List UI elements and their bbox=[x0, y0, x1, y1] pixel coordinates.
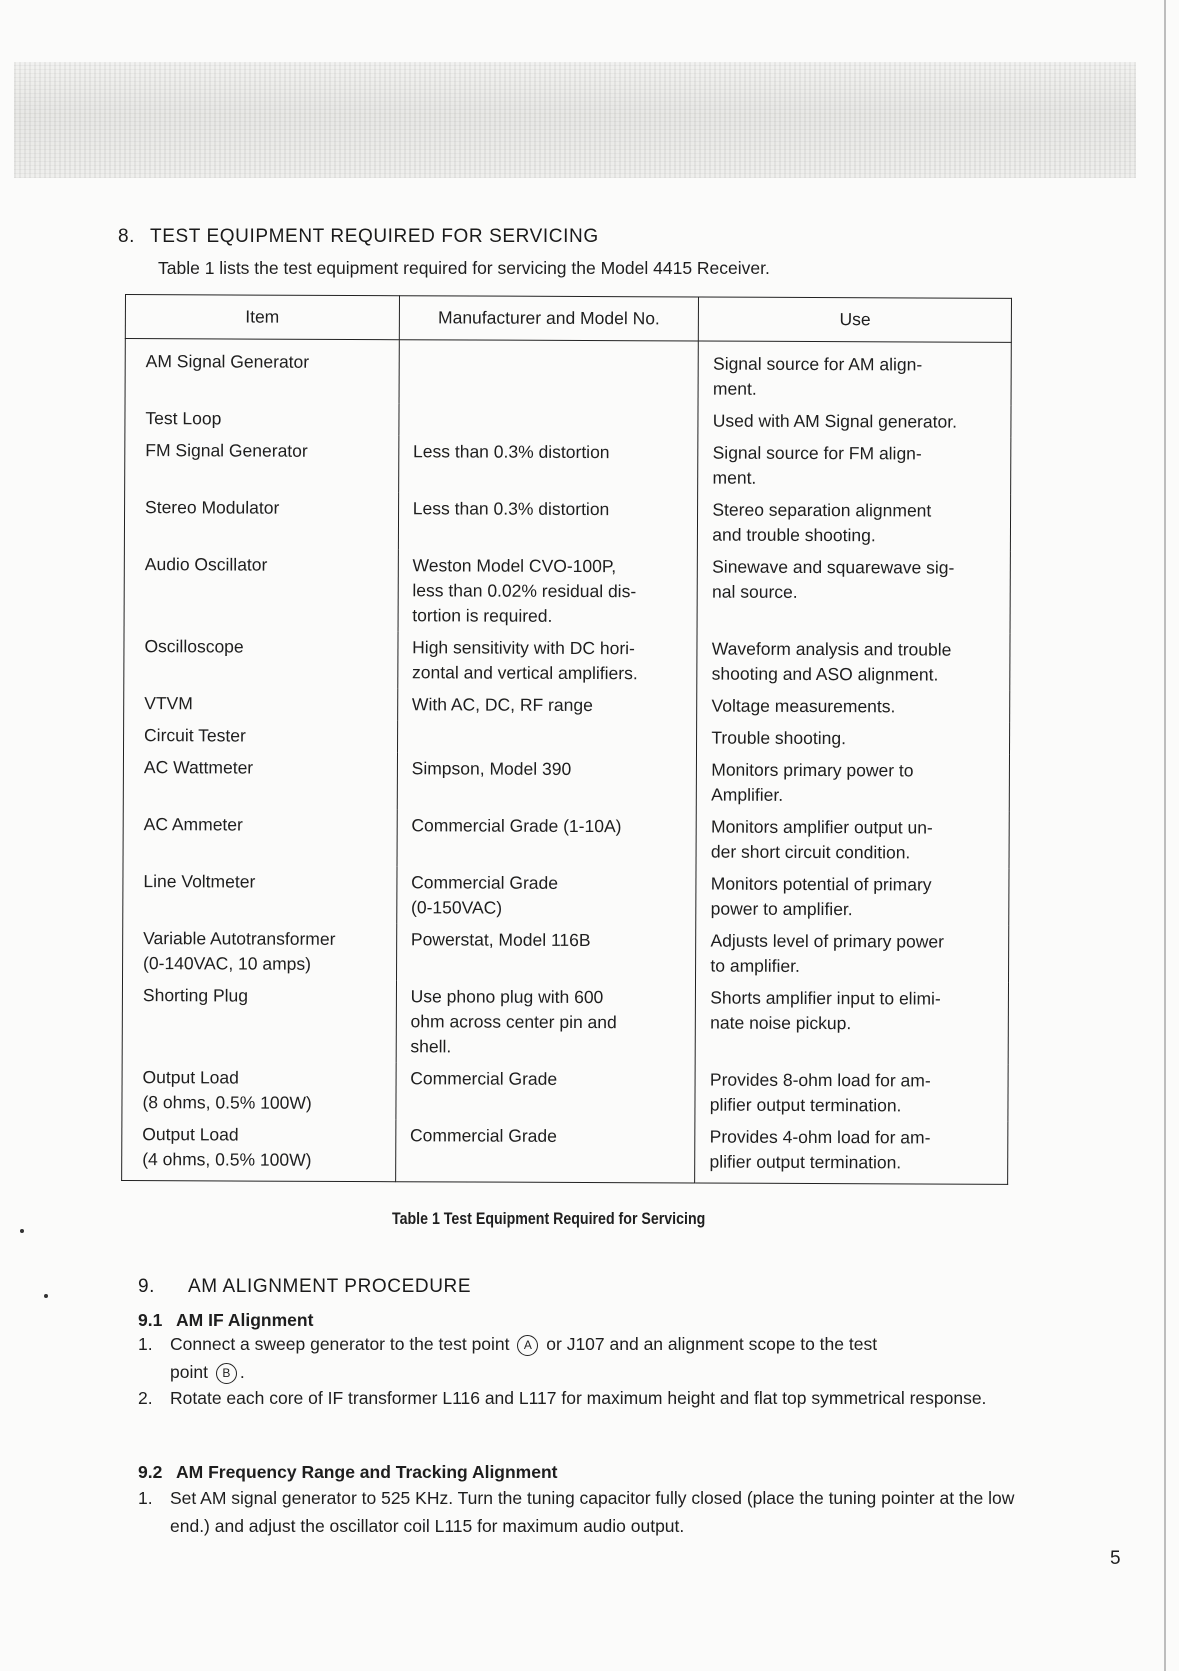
item-cell: Output Load (4 ohms, 0.5% 100W) bbox=[122, 1118, 396, 1182]
table-body bbox=[122, 339, 1012, 1185]
manufacturer-cell: Powerstat, Model 116B bbox=[396, 923, 696, 981]
subsection-title: AM IF Alignment bbox=[176, 1310, 314, 1330]
if-step-2 bbox=[138, 1384, 1018, 1412]
manufacturer-cell bbox=[399, 403, 699, 436]
step-number: 1. bbox=[138, 1334, 153, 1354]
item-cell: AM Signal Generator bbox=[125, 339, 399, 404]
table-row bbox=[124, 548, 1010, 634]
manufacturer-cell: Commercial Grade bbox=[396, 1062, 696, 1120]
step-text: Rotate each core of IF transformer L116 and L117 for maximum height and flat top symmetrical response. bbox=[170, 1388, 987, 1408]
manufacturer-cell: Weston Model CVO-100P, less than 0.02% residual dis- tortion is required. bbox=[398, 549, 698, 632]
table-caption: Table 1 Test Equipment Required for Servicing bbox=[392, 1210, 706, 1228]
manufacturer-cell: Commercial Grade (0-150VAC) bbox=[396, 866, 696, 924]
subsection-title: AM Frequency Range and Tracking Alignment bbox=[176, 1462, 558, 1482]
step-text-part: Connect a sweep generator to the test point bbox=[170, 1334, 510, 1354]
section-8-intro: Table 1 lists the test equipment required for servicing the Model 4415 Receiver. bbox=[158, 258, 770, 278]
table-row bbox=[123, 751, 1009, 812]
table-row bbox=[123, 922, 1009, 983]
subsection-number: 9.1 bbox=[138, 1310, 163, 1330]
page-edge-rule bbox=[1164, 0, 1166, 1671]
use-cell: Adjusts level of primary power to amplifier. bbox=[696, 924, 1009, 982]
manufacturer-cell: Commercial Grade (1-10A) bbox=[397, 809, 697, 867]
use-cell: Waveform analysis and trouble shooting and ASO alignment. bbox=[697, 633, 1010, 691]
page-number: 5 bbox=[1110, 1548, 1121, 1569]
test-equipment-table bbox=[121, 294, 1012, 1185]
manufacturer-cell bbox=[399, 340, 699, 405]
use-cell: Monitors primary power to Amplifier. bbox=[697, 753, 1010, 811]
table-row bbox=[122, 1118, 1008, 1184]
step-text-part: point bbox=[170, 1362, 208, 1382]
item-cell: Variable Autotransformer (0-140VAC, 10 amps) bbox=[123, 922, 397, 980]
manufacturer-cell: With AC, DC, RF range bbox=[397, 688, 697, 721]
use-cell: Monitors potential of primary power to amplifier. bbox=[696, 867, 1009, 925]
use-cell: Signal source for FM align- ment. bbox=[698, 437, 1011, 495]
section-9-heading bbox=[138, 1276, 471, 1298]
column-header-manufacturer: Manufacturer and Model No. bbox=[399, 296, 699, 341]
use-cell: Trouble shooting. bbox=[697, 721, 1010, 754]
table-row bbox=[124, 630, 1010, 691]
item-cell: AC Ammeter bbox=[123, 808, 397, 866]
table-row bbox=[125, 339, 1011, 406]
scan-noise-band bbox=[14, 62, 1136, 178]
section-8-heading bbox=[118, 226, 599, 248]
step-text: Set AM signal generator to 525 KHz. Turn the tuning capacitor fully closed (place the tuning pointer at the low end.) and adjust the oscillator coil L115 for maximum audio output. bbox=[170, 1488, 1015, 1536]
step-text bbox=[170, 1330, 1018, 1386]
table-row bbox=[124, 491, 1010, 552]
manufacturer-cell bbox=[397, 720, 697, 753]
section-number: 8. bbox=[118, 226, 136, 247]
table-row bbox=[122, 979, 1008, 1065]
table-row bbox=[122, 1061, 1008, 1122]
item-cell: Oscilloscope bbox=[124, 630, 398, 688]
item-cell: AC Wattmeter bbox=[123, 751, 397, 809]
item-cell: Circuit Tester bbox=[124, 719, 398, 752]
table-row bbox=[123, 808, 1009, 869]
step-text-part: . bbox=[239, 1362, 245, 1382]
manufacturer-cell: Commercial Grade bbox=[395, 1119, 695, 1183]
use-cell: Stereo separation alignment and trouble shooting. bbox=[698, 494, 1011, 552]
item-cell: Stereo Modulator bbox=[124, 491, 398, 549]
manufacturer-cell: Less than 0.3% distortion bbox=[398, 435, 698, 493]
item-cell: Test Loop bbox=[125, 402, 399, 435]
column-header-item: Item bbox=[125, 295, 399, 340]
step-number: 2. bbox=[138, 1388, 153, 1408]
use-cell: Provides 4-ohm load for am- plifier output termination. bbox=[695, 1120, 1008, 1184]
table-row bbox=[125, 402, 1011, 438]
item-cell: FM Signal Generator bbox=[125, 434, 399, 492]
use-cell: Provides 8-ohm load for am- plifier output termination. bbox=[695, 1063, 1008, 1121]
manufacturer-cell: Simpson, Model 390 bbox=[397, 752, 697, 810]
subsection-9-1-heading bbox=[138, 1310, 313, 1331]
item-cell: VTVM bbox=[124, 687, 398, 720]
item-cell: Shorting Plug bbox=[122, 979, 396, 1062]
item-cell: Line Voltmeter bbox=[123, 865, 397, 923]
test-point-b-marker: B bbox=[216, 1363, 237, 1384]
table-header-row bbox=[125, 295, 1011, 343]
column-header-use: Use bbox=[699, 297, 1012, 342]
tracking-step-1 bbox=[138, 1484, 1018, 1540]
use-cell: Sinewave and squarewave sig- nal source. bbox=[697, 551, 1010, 634]
manufacturer-cell: Use phono plug with 600 ohm across center pin and shell. bbox=[396, 980, 696, 1063]
section-number: 9. bbox=[138, 1276, 156, 1297]
table-row bbox=[124, 687, 1010, 723]
section-title: TEST EQUIPMENT REQUIRED FOR SERVICING bbox=[150, 226, 599, 247]
table-row bbox=[123, 865, 1009, 926]
use-cell: Monitors amplifier output un- der short circuit condition. bbox=[696, 810, 1009, 868]
table-row bbox=[125, 434, 1011, 495]
use-cell: Shorts amplifier input to elimi- nate noise pickup. bbox=[695, 981, 1008, 1064]
item-cell: Output Load (8 ohms, 0.5% 100W) bbox=[122, 1061, 396, 1119]
if-step-1 bbox=[138, 1330, 1018, 1386]
manufacturer-cell: Less than 0.3% distortion bbox=[398, 492, 698, 550]
use-cell: Signal source for AM align- ment. bbox=[698, 341, 1011, 406]
margin-mark bbox=[44, 1294, 48, 1298]
step-number: 1. bbox=[138, 1488, 153, 1508]
test-point-a-marker: A bbox=[517, 1335, 538, 1356]
use-cell: Voltage measurements. bbox=[697, 690, 1010, 723]
use-cell: Used with AM Signal generator. bbox=[698, 405, 1011, 438]
item-cell: Audio Oscillator bbox=[124, 548, 398, 631]
subsection-number: 9.2 bbox=[138, 1462, 163, 1482]
section-title: AM ALIGNMENT PROCEDURE bbox=[188, 1276, 472, 1297]
margin-mark bbox=[20, 1229, 24, 1233]
step-text-part: or J107 and an alignment scope to the test bbox=[546, 1334, 878, 1354]
manufacturer-cell: High sensitivity with DC hori- zontal and vertical amplifiers. bbox=[398, 631, 698, 689]
table-row bbox=[124, 719, 1010, 755]
subsection-9-2-heading bbox=[138, 1462, 558, 1483]
